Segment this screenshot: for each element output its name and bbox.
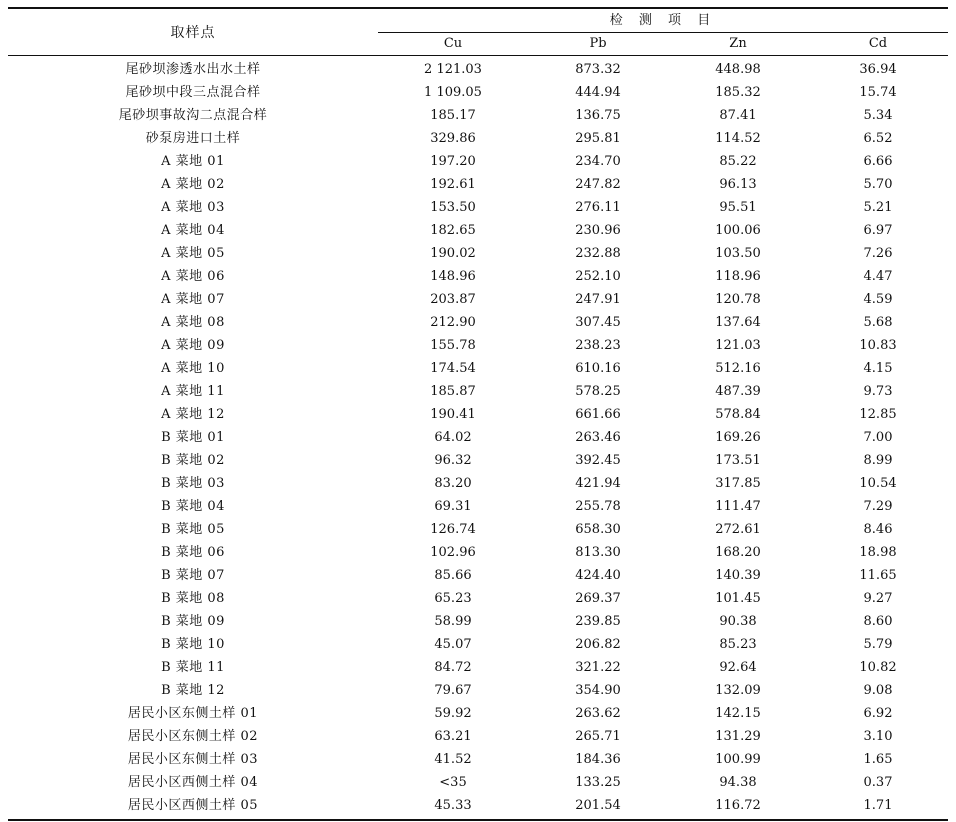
- cell-cu: 63.21: [434, 729, 472, 744]
- cell-zn: 185.32: [715, 85, 761, 100]
- cell-pb: 424.40: [575, 568, 621, 583]
- row-sample-name: B 菜地 10: [161, 637, 225, 652]
- cell-zn: 137.64: [715, 315, 761, 330]
- cell-zn: 142.15: [715, 706, 761, 721]
- cell-zn: 114.52: [715, 131, 761, 146]
- cell-cd: 5.68: [863, 315, 893, 330]
- table-row: [8, 541, 948, 564]
- header-col-zn: Zn: [729, 36, 747, 51]
- cell-cd: 7.26: [863, 246, 893, 261]
- table-row: [8, 518, 948, 541]
- cell-cd: 6.52: [863, 131, 893, 146]
- cell-pb: 658.30: [575, 522, 621, 537]
- cell-cu: 190.02: [430, 246, 476, 261]
- cell-cd: 7.29: [863, 499, 893, 514]
- cell-pb: 354.90: [575, 683, 621, 698]
- cell-cu: 79.67: [434, 683, 472, 698]
- cell-cd: 4.15: [863, 361, 893, 376]
- table-row: [8, 587, 948, 610]
- row-sample-name: A 菜地 04: [161, 223, 225, 238]
- row-sample-name: B 菜地 02: [161, 453, 225, 468]
- cell-cu: 185.87: [430, 384, 476, 399]
- cell-pb: 184.36: [575, 752, 621, 767]
- row-sample-name: A 菜地 05: [161, 246, 225, 261]
- row-sample-name: A 菜地 11: [161, 384, 225, 399]
- cell-cd: 6.92: [863, 706, 893, 721]
- table-row: [8, 449, 948, 472]
- cell-pb: 136.75: [575, 108, 621, 123]
- cell-cd: 1.65: [863, 752, 893, 767]
- cell-cu: 102.96: [430, 545, 476, 560]
- cell-cu: 190.41: [430, 407, 476, 422]
- header-col-cd: Cd: [868, 36, 888, 51]
- cell-zn: 85.23: [719, 637, 757, 652]
- cell-cd: 9.08: [863, 683, 893, 698]
- cell-pb: 392.45: [575, 453, 621, 468]
- table-row: [8, 472, 948, 495]
- cell-zn: 95.51: [719, 200, 757, 215]
- row-sample-name: 居民小区西侧土样 04: [127, 775, 259, 790]
- cell-cd: 8.99: [863, 453, 893, 468]
- row-sample-name: B 菜地 09: [161, 614, 225, 629]
- cell-zn: 487.39: [715, 384, 761, 399]
- row-sample-name: 砂泵房进口土样: [145, 131, 241, 146]
- cell-cu: 1 109.05: [424, 85, 482, 100]
- cell-cu: 197.20: [430, 154, 476, 169]
- cell-zn: 96.13: [719, 177, 757, 192]
- row-sample-name: A 菜地 03: [161, 200, 225, 215]
- table-body: [8, 56, 948, 819]
- table-row: [8, 104, 948, 127]
- cell-cu: 45.33: [434, 798, 472, 813]
- table-row: [8, 702, 948, 725]
- cell-cd: 4.59: [863, 292, 893, 307]
- cell-cu: 84.72: [434, 660, 472, 675]
- cell-pb: 255.78: [575, 499, 621, 514]
- table-row: [8, 403, 948, 426]
- cell-pb: 610.16: [575, 361, 621, 376]
- table-row: [8, 150, 948, 173]
- row-sample-name: A 菜地 07: [161, 292, 225, 307]
- header-col-cu: Cu: [443, 36, 463, 51]
- row-sample-name: 尾砂坝事故沟二点混合样: [118, 108, 268, 123]
- table-row: [8, 58, 948, 81]
- table-row: [8, 794, 948, 817]
- row-sample-name: A 菜地 01: [161, 154, 225, 169]
- cell-cd: 3.10: [863, 729, 893, 744]
- row-sample-name: B 菜地 04: [161, 499, 225, 514]
- row-sample-name: A 菜地 10: [161, 361, 225, 376]
- table-row: [8, 656, 948, 679]
- cell-cu: 212.90: [430, 315, 476, 330]
- table-row: [8, 610, 948, 633]
- row-sample-name: A 菜地 12: [161, 407, 225, 422]
- cell-cd: 11.65: [859, 568, 897, 583]
- cell-pb: 578.25: [575, 384, 621, 399]
- bottom-rule: [8, 819, 948, 821]
- cell-cd: 8.46: [863, 522, 893, 537]
- table-row: [8, 311, 948, 334]
- cell-pb: 247.82: [575, 177, 621, 192]
- row-sample-name: 尾砂坝中段三点混合样: [125, 85, 261, 100]
- cell-cu: 182.65: [430, 223, 476, 238]
- cell-cu: 96.32: [434, 453, 472, 468]
- row-sample-name: B 菜地 07: [161, 568, 225, 583]
- cell-cd: 1.71: [863, 798, 893, 813]
- cell-cd: 6.97: [863, 223, 893, 238]
- row-sample-name: 居民小区东侧土样 03: [127, 752, 259, 767]
- table-row: [8, 81, 948, 104]
- row-sample-name: 居民小区东侧土样 02: [127, 729, 259, 744]
- cell-pb: 263.46: [575, 430, 621, 445]
- cell-cd: 5.79: [863, 637, 893, 652]
- cell-zn: 87.41: [719, 108, 757, 123]
- header-columns: [378, 34, 948, 54]
- cell-cu: 126.74: [430, 522, 476, 537]
- cell-pb: 321.22: [575, 660, 621, 675]
- cell-zn: 100.06: [715, 223, 761, 238]
- cell-cu: 64.02: [434, 430, 472, 445]
- cell-cd: 12.85: [859, 407, 897, 422]
- cell-pb: 232.88: [575, 246, 621, 261]
- cell-pb: 133.25: [575, 775, 621, 790]
- table-header: [8, 9, 948, 55]
- table-row: [8, 679, 948, 702]
- cell-cu: 185.17: [430, 108, 476, 123]
- cell-pb: 269.37: [575, 591, 621, 606]
- cell-zn: 101.45: [715, 591, 761, 606]
- cell-pb: 444.94: [575, 85, 621, 100]
- cell-pb: 421.94: [575, 476, 621, 491]
- cell-zn: 131.29: [715, 729, 761, 744]
- cell-zn: 92.64: [719, 660, 757, 675]
- cell-cu: 41.52: [434, 752, 472, 767]
- cell-cu: 329.86: [430, 131, 476, 146]
- cell-zn: 168.20: [715, 545, 761, 560]
- cell-cd: 10.83: [859, 338, 897, 353]
- cell-cd: 8.60: [863, 614, 893, 629]
- row-sample-name: B 菜地 03: [161, 476, 225, 491]
- table-row: [8, 495, 948, 518]
- table-row: [8, 219, 948, 242]
- header-sub-rule: [378, 32, 948, 33]
- cell-zn: 90.38: [719, 614, 757, 629]
- header-group-label: 检 测 项 目: [609, 13, 717, 28]
- cell-pb: 206.82: [575, 637, 621, 652]
- table-row: [8, 380, 948, 403]
- row-sample-name: A 菜地 09: [161, 338, 225, 353]
- cell-cu: 69.31: [434, 499, 472, 514]
- cell-cu: <35: [439, 775, 467, 790]
- cell-pb: 201.54: [575, 798, 621, 813]
- cell-zn: 512.16: [715, 361, 761, 376]
- cell-zn: 578.84: [715, 407, 761, 422]
- header-sample-point: 取样点: [170, 25, 216, 41]
- row-sample-name: A 菜地 06: [161, 269, 225, 284]
- row-sample-name: B 菜地 01: [161, 430, 225, 445]
- cell-zn: 120.78: [715, 292, 761, 307]
- cell-cu: 85.66: [434, 568, 472, 583]
- cell-cu: 65.23: [434, 591, 472, 606]
- cell-cd: 5.70: [863, 177, 893, 192]
- cell-pb: 252.10: [575, 269, 621, 284]
- cell-pb: 813.30: [575, 545, 621, 560]
- row-sample-name: 居民小区西侧土样 05: [127, 798, 259, 813]
- cell-zn: 140.39: [715, 568, 761, 583]
- cell-pb: 661.66: [575, 407, 621, 422]
- cell-pb: 265.71: [575, 729, 621, 744]
- cell-cu: 155.78: [430, 338, 476, 353]
- cell-cd: 18.98: [859, 545, 897, 560]
- table-row: [8, 334, 948, 357]
- table-row: [8, 196, 948, 219]
- cell-cd: 10.54: [859, 476, 897, 491]
- cell-pb: 238.23: [575, 338, 621, 353]
- cell-cd: 10.82: [859, 660, 897, 675]
- table-row: [8, 771, 948, 794]
- cell-pb: 295.81: [575, 131, 621, 146]
- row-sample-name: B 菜地 05: [161, 522, 225, 537]
- table-row: [8, 242, 948, 265]
- table-row: [8, 426, 948, 449]
- row-sample-name: A 菜地 08: [161, 315, 225, 330]
- data-table: [8, 0, 948, 821]
- cell-cd: 0.37: [863, 775, 893, 790]
- cell-zn: 94.38: [719, 775, 757, 790]
- cell-pb: 239.85: [575, 614, 621, 629]
- cell-cu: 174.54: [430, 361, 476, 376]
- cell-cd: 4.47: [863, 269, 893, 284]
- cell-cu: 2 121.03: [424, 62, 482, 77]
- cell-zn: 111.47: [715, 499, 761, 514]
- cell-zn: 116.72: [715, 798, 761, 813]
- cell-cu: 153.50: [430, 200, 476, 215]
- cell-zn: 121.03: [715, 338, 761, 353]
- cell-cu: 45.07: [434, 637, 472, 652]
- cell-zn: 317.85: [715, 476, 761, 491]
- row-sample-name: 尾砂坝渗透水出水土样: [125, 62, 261, 77]
- cell-zn: 272.61: [715, 522, 761, 537]
- table-row: [8, 725, 948, 748]
- cell-zn: 448.98: [715, 62, 761, 77]
- cell-zn: 118.96: [715, 269, 761, 284]
- cell-zn: 103.50: [715, 246, 761, 261]
- table-row: [8, 748, 948, 771]
- row-sample-name: B 菜地 12: [161, 683, 225, 698]
- cell-cd: 9.73: [863, 384, 893, 399]
- table-row: [8, 127, 948, 150]
- cell-cd: 6.66: [863, 154, 893, 169]
- cell-cd: 7.00: [863, 430, 893, 445]
- cell-cu: 58.99: [434, 614, 472, 629]
- table-row: [8, 265, 948, 288]
- table-row: [8, 633, 948, 656]
- cell-pb: 247.91: [575, 292, 621, 307]
- cell-cu: 203.87: [430, 292, 476, 307]
- header-col-pb: Pb: [589, 36, 607, 51]
- cell-pb: 263.62: [575, 706, 621, 721]
- cell-zn: 173.51: [715, 453, 761, 468]
- row-sample-name: B 菜地 08: [161, 591, 225, 606]
- cell-cu: 59.92: [434, 706, 472, 721]
- table-row: [8, 288, 948, 311]
- table-row: [8, 357, 948, 380]
- cell-zn: 85.22: [719, 154, 757, 169]
- cell-cd: 15.74: [859, 85, 897, 100]
- table-row: [8, 564, 948, 587]
- cell-pb: 276.11: [575, 200, 621, 215]
- row-sample-name: 居民小区东侧土样 01: [127, 706, 259, 721]
- cell-zn: 132.09: [715, 683, 761, 698]
- row-sample-name: A 菜地 02: [161, 177, 225, 192]
- cell-cd: 36.94: [859, 62, 897, 77]
- row-sample-name: B 菜地 11: [161, 660, 225, 675]
- cell-zn: 100.99: [715, 752, 761, 767]
- cell-pb: 230.96: [575, 223, 621, 238]
- cell-pb: 234.70: [575, 154, 621, 169]
- cell-pb: 307.45: [575, 315, 621, 330]
- cell-cd: 5.21: [863, 200, 893, 215]
- cell-cd: 5.34: [863, 108, 893, 123]
- cell-cu: 83.20: [434, 476, 472, 491]
- cell-cu: 192.61: [430, 177, 476, 192]
- cell-pb: 873.32: [575, 62, 621, 77]
- table-row: [8, 173, 948, 196]
- cell-zn: 169.26: [715, 430, 761, 445]
- row-sample-name: B 菜地 06: [161, 545, 225, 560]
- cell-cu: 148.96: [430, 269, 476, 284]
- cell-cd: 9.27: [863, 591, 893, 606]
